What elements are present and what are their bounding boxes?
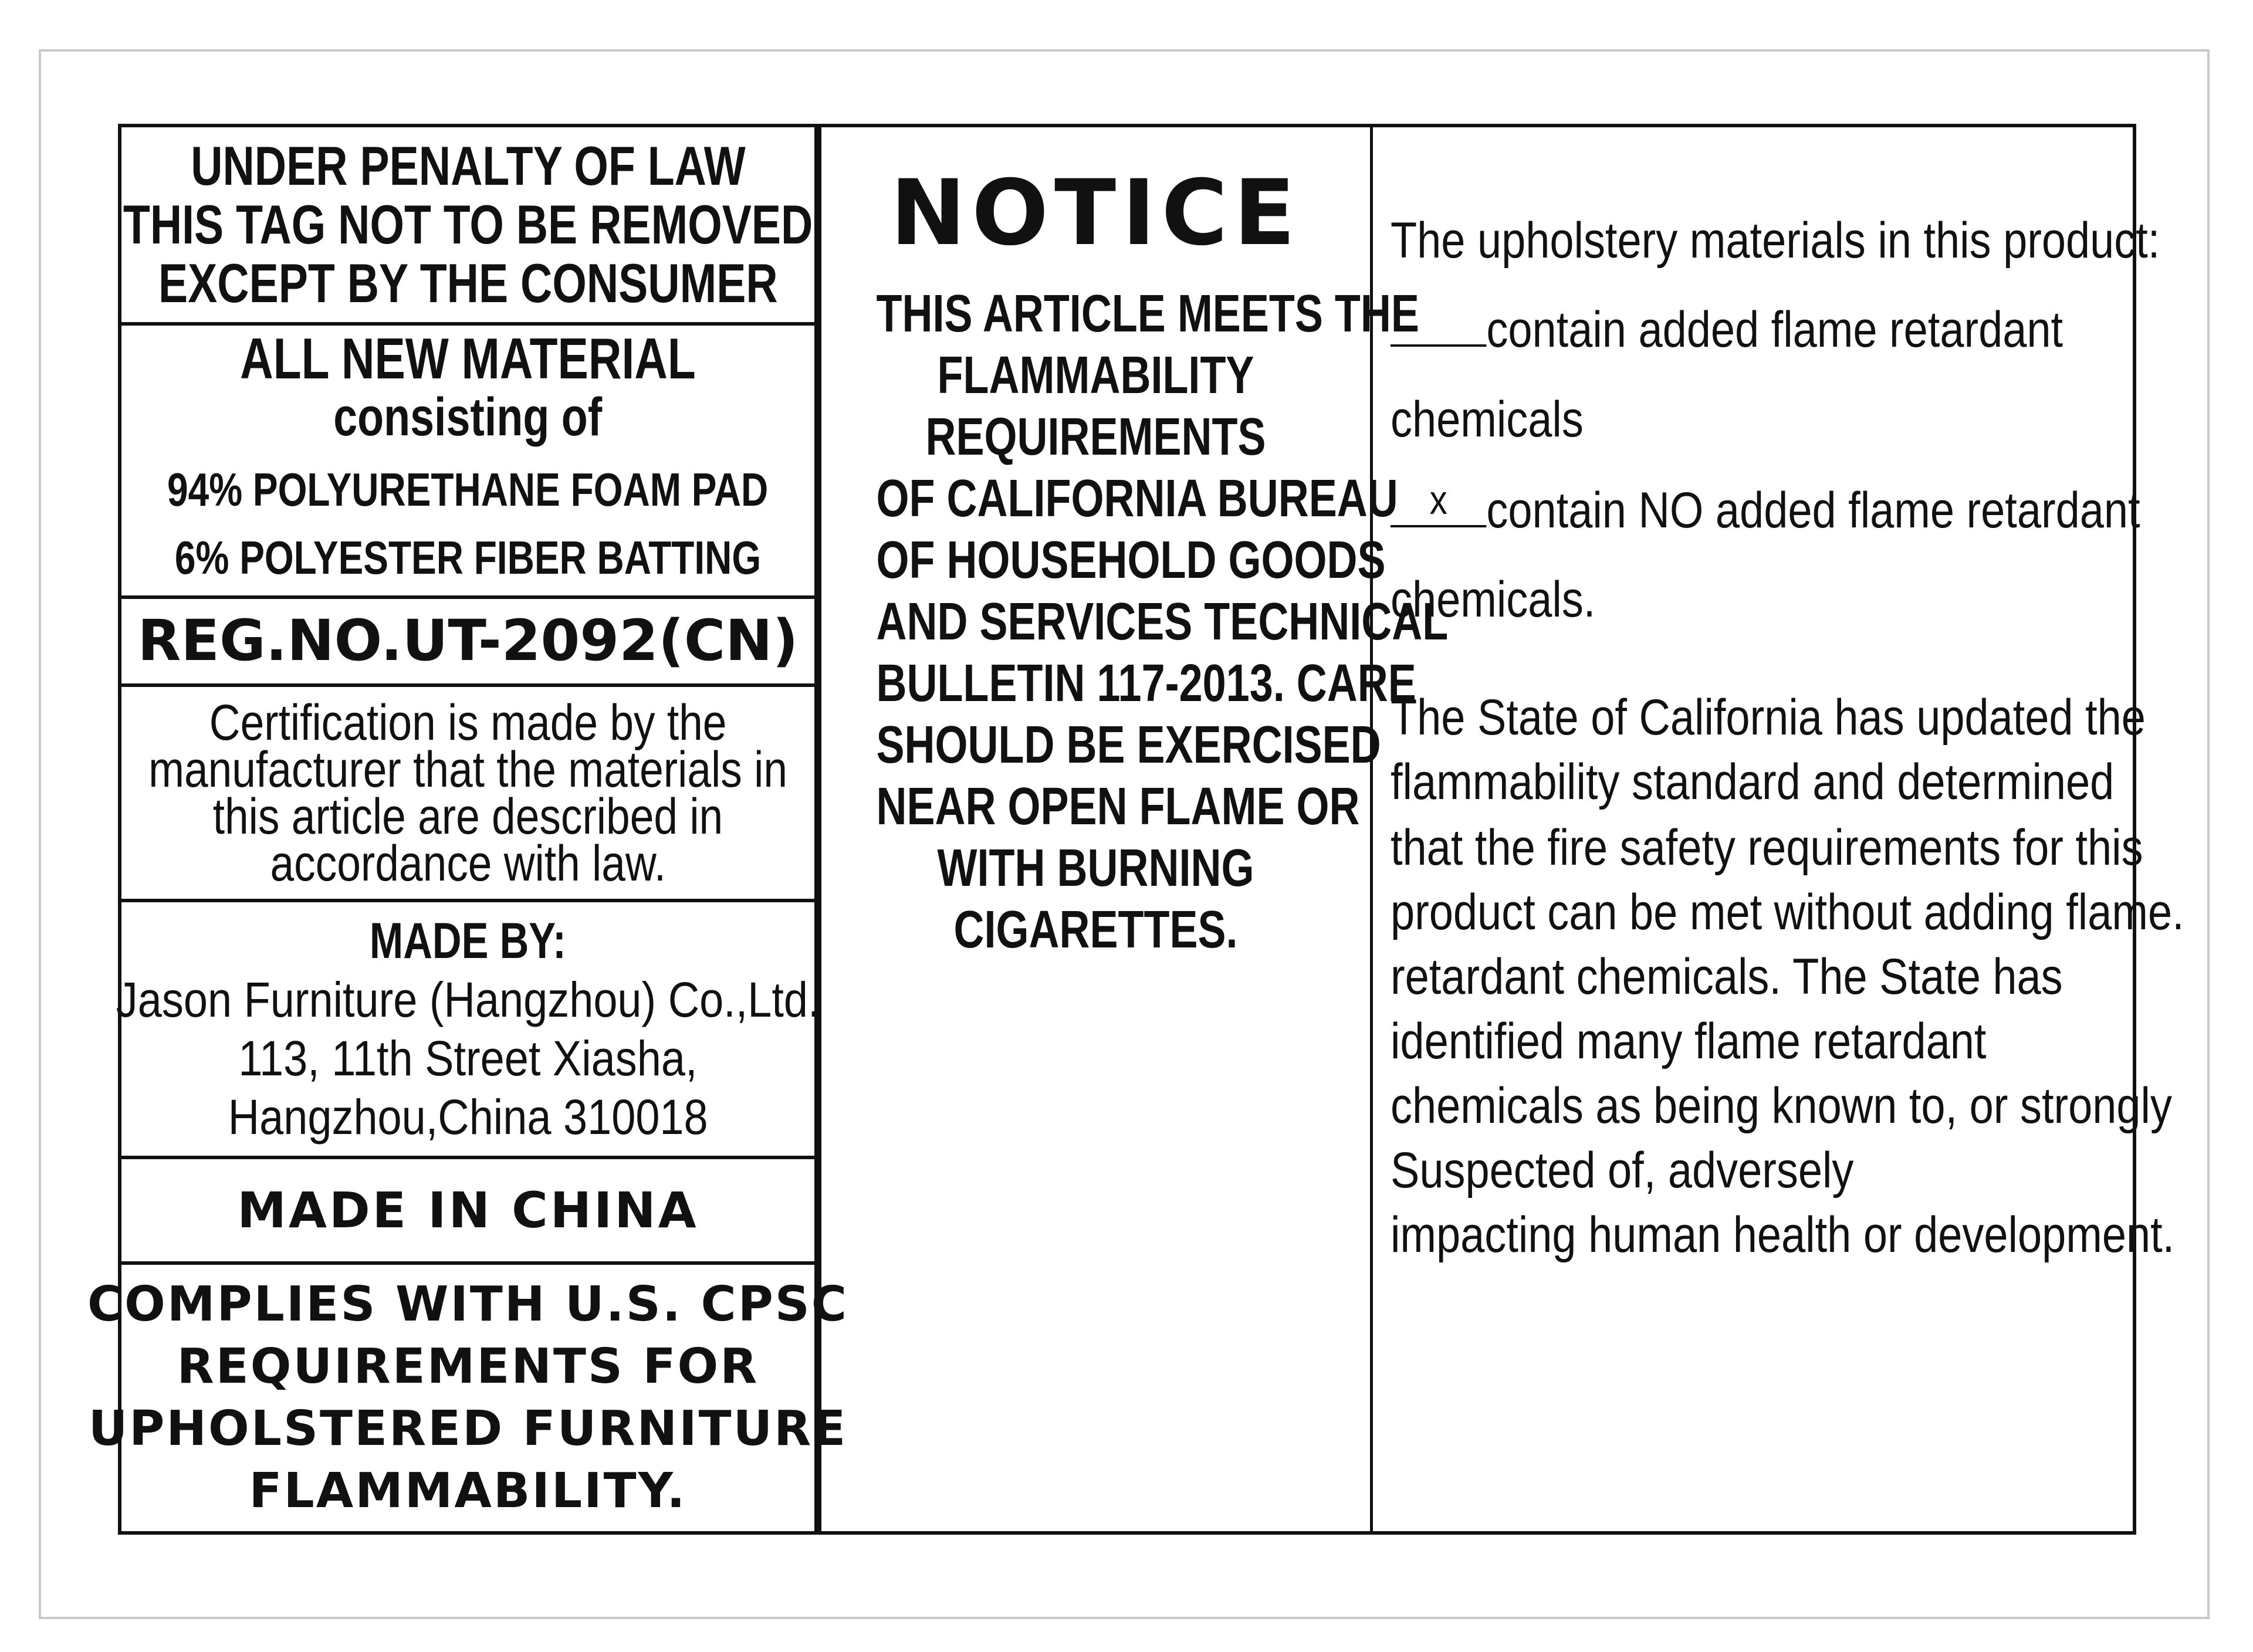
manufacturer-line: Jason Furniture (Hangzhou) Co.,Ltd. [116,972,820,1027]
penalty-line: THIS TAG NOT TO BE REMOVED [123,194,813,255]
cpsc-line: REQUIREMENTS FOR [177,1339,759,1394]
notice-line: AND SERVICES TECHNICAL [876,593,1449,651]
option-none-row [1391,477,2140,539]
manufacturer-line: Hangzhou,China 310018 [228,1089,708,1145]
notice-line: OF HOUSEHOLD GOODS [876,531,1386,590]
option-added-row [1391,302,2063,358]
registration-section [121,599,814,687]
penalty-section [121,127,814,326]
statement-line: product can be met without adding flame. [1391,884,2184,940]
notice-line: NEAR OPEN FLAME OR [876,777,1360,836]
penalty-line: UNDER PENALTY OF LAW [190,135,746,197]
certification-section [121,687,814,902]
notice-line: OF CALIFORNIA BUREAU [876,469,1398,528]
disclosure-intro: The upholstery materials in this product: [1391,212,2160,269]
option-none-continuation: chemicals. [1391,571,1596,628]
statement-line: identified many flame retardant [1391,1013,1987,1069]
notice-line: CIGARETTES. [953,901,1238,959]
law-label [87,124,2184,1535]
material-heading: ALL NEW MATERIAL [240,326,696,391]
certification-line: manufacturer that the materials in [148,741,787,798]
option-none-blank [1391,477,1486,527]
statement-line: flammability standard and determined [1391,754,2115,810]
statement-line: Suspected of, adversely [1391,1142,1854,1199]
material-component: 6% POLYESTER FIBER BATTING [174,532,762,584]
material-subheading: consisting of [333,387,603,447]
origin-section [121,1159,814,1265]
manufacturer-heading: MADE BY: [369,913,567,969]
option-added-continuation: chemicals [1391,391,1584,448]
penalty-line: EXCEPT BY THE CONSUMER [158,252,778,314]
statement-line: retardant chemicals. The State has [1391,949,2063,1005]
option-added-blank [1391,303,1486,347]
statement-line: impacting human health or development. [1391,1207,2175,1263]
notice-body [821,283,1449,961]
option-none-mark: x [1429,477,1447,523]
manufacturer-line: 113, 11th Street Xiasha, [238,1031,698,1086]
notice-line: WITH BURNING [937,839,1254,898]
cpsc-line: UPHOLSTERED FURNITURE [88,1401,848,1457]
notice-line: THIS ARTICLE MEETS THE [876,285,1419,343]
registration-number: REG.NO.UT-2092(CN) [137,608,799,674]
notice-title: NOTICE [890,161,1301,266]
option-none-text: contain NO added flame retardant [1486,482,2140,539]
manufacturer-section [116,902,820,1159]
statement-line: chemicals as being known to, or strongly [1391,1078,2172,1134]
notice-line: FLAMMABILITY [937,346,1254,405]
certification-line: accordance with law. [270,835,666,892]
label-left-column [87,127,849,1531]
country-of-origin: MADE IN CHINA [237,1181,699,1239]
certification-line: this article are described in [212,788,723,845]
cpsc-section [87,1265,849,1531]
statement-line: that the fire safety requirements for this [1391,820,2143,876]
notice-line: BULLETIN 117-2013. CARE [876,654,1416,713]
option-added-text: contain added flame retardant [1486,302,2063,358]
notice-line: SHOULD BE EXERCISED [876,716,1381,774]
label-right-column [1373,127,2184,1531]
label-middle-column [821,127,1449,1531]
notice-line: REQUIREMENTS [925,408,1266,466]
material-component: 94% POLYURETHANE FOAM PAD [167,463,769,516]
cpsc-line: COMPLIES WITH U.S. CPSC [87,1277,849,1332]
statement-line: The State of California has updated the [1391,689,2146,746]
certification-line: Certification is made by the [209,694,727,751]
material-section [121,326,814,599]
cpsc-line: FLAMMABILITY. [249,1463,687,1519]
